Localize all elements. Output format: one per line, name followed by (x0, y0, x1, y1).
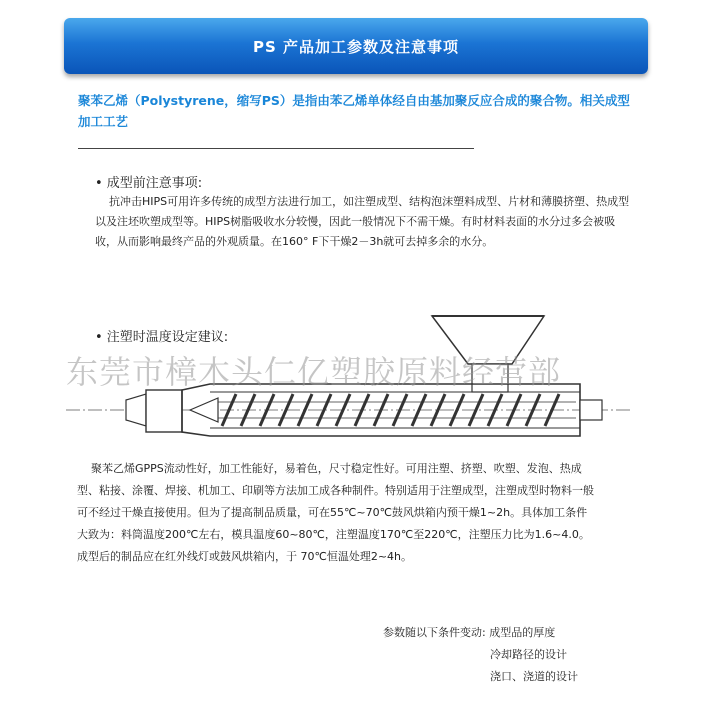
divider-line (78, 148, 474, 149)
parameter-note-2: 冷却路径的设计 (490, 648, 567, 661)
section-body-pre-molding: 抗冲击HIPS可用许多传统的成型方法进行加工，如注塑成型、结构泡沫塑料成型、片材和薄膜挤塑、热成型以及注坯吹塑成型等。HIPS树脂吸收水分较慢，因此一般情况下不需干燥。有时材料表面的水分过多会被吸收，从而影响最终产品的外观质量。在160° F下干燥2－3h就可去掉多余的水分。 (95, 195, 630, 248)
title-banner (64, 18, 648, 74)
parameter-note-1: 参数随以下条件变动: 成型品的厚度 (383, 626, 556, 639)
section-heading-temperature: • 注塑时温度设定建议: (95, 330, 229, 345)
section-heading-pre-molding: • 成型前注意事项: (95, 176, 203, 191)
page-title: PS 产品加工参数及注意事项 (252, 37, 460, 56)
watermark-text: 东莞市樟木头仁亿塑胶原料经营部 (66, 353, 562, 391)
section-body-temperature: 聚苯乙烯GPPS流动性好，加工性能好，易着色，尺寸稳定性好。可用注塑、挤塑、吹塑、发泡、热成型、粘接、涂覆、焊接、机加工、印刷等方法加工成各种制件。特别适用于注塑成型，注塑成型时物料一般可不经过干燥直接使用。但为了提高制品质量，可在55℃~70℃鼓风烘箱内预干燥1~2h。具体加工条件大致为：料筒温度200℃左右，模具温度60~80℃，注塑温度170℃至220℃，注塑压力比为1.6~4.0。成型后的制品应在红外线灯或鼓风烘箱内，于 70℃恒温处理2~4h。 (77, 462, 594, 563)
parameter-note-3: 浇口、浇道的设计 (490, 670, 578, 683)
intro-text: 聚苯乙烯（Polystyrene，缩写PS）是指由苯乙烯单体经自由基加聚反应合成的聚合物。相关成型加工工艺 (78, 93, 630, 129)
